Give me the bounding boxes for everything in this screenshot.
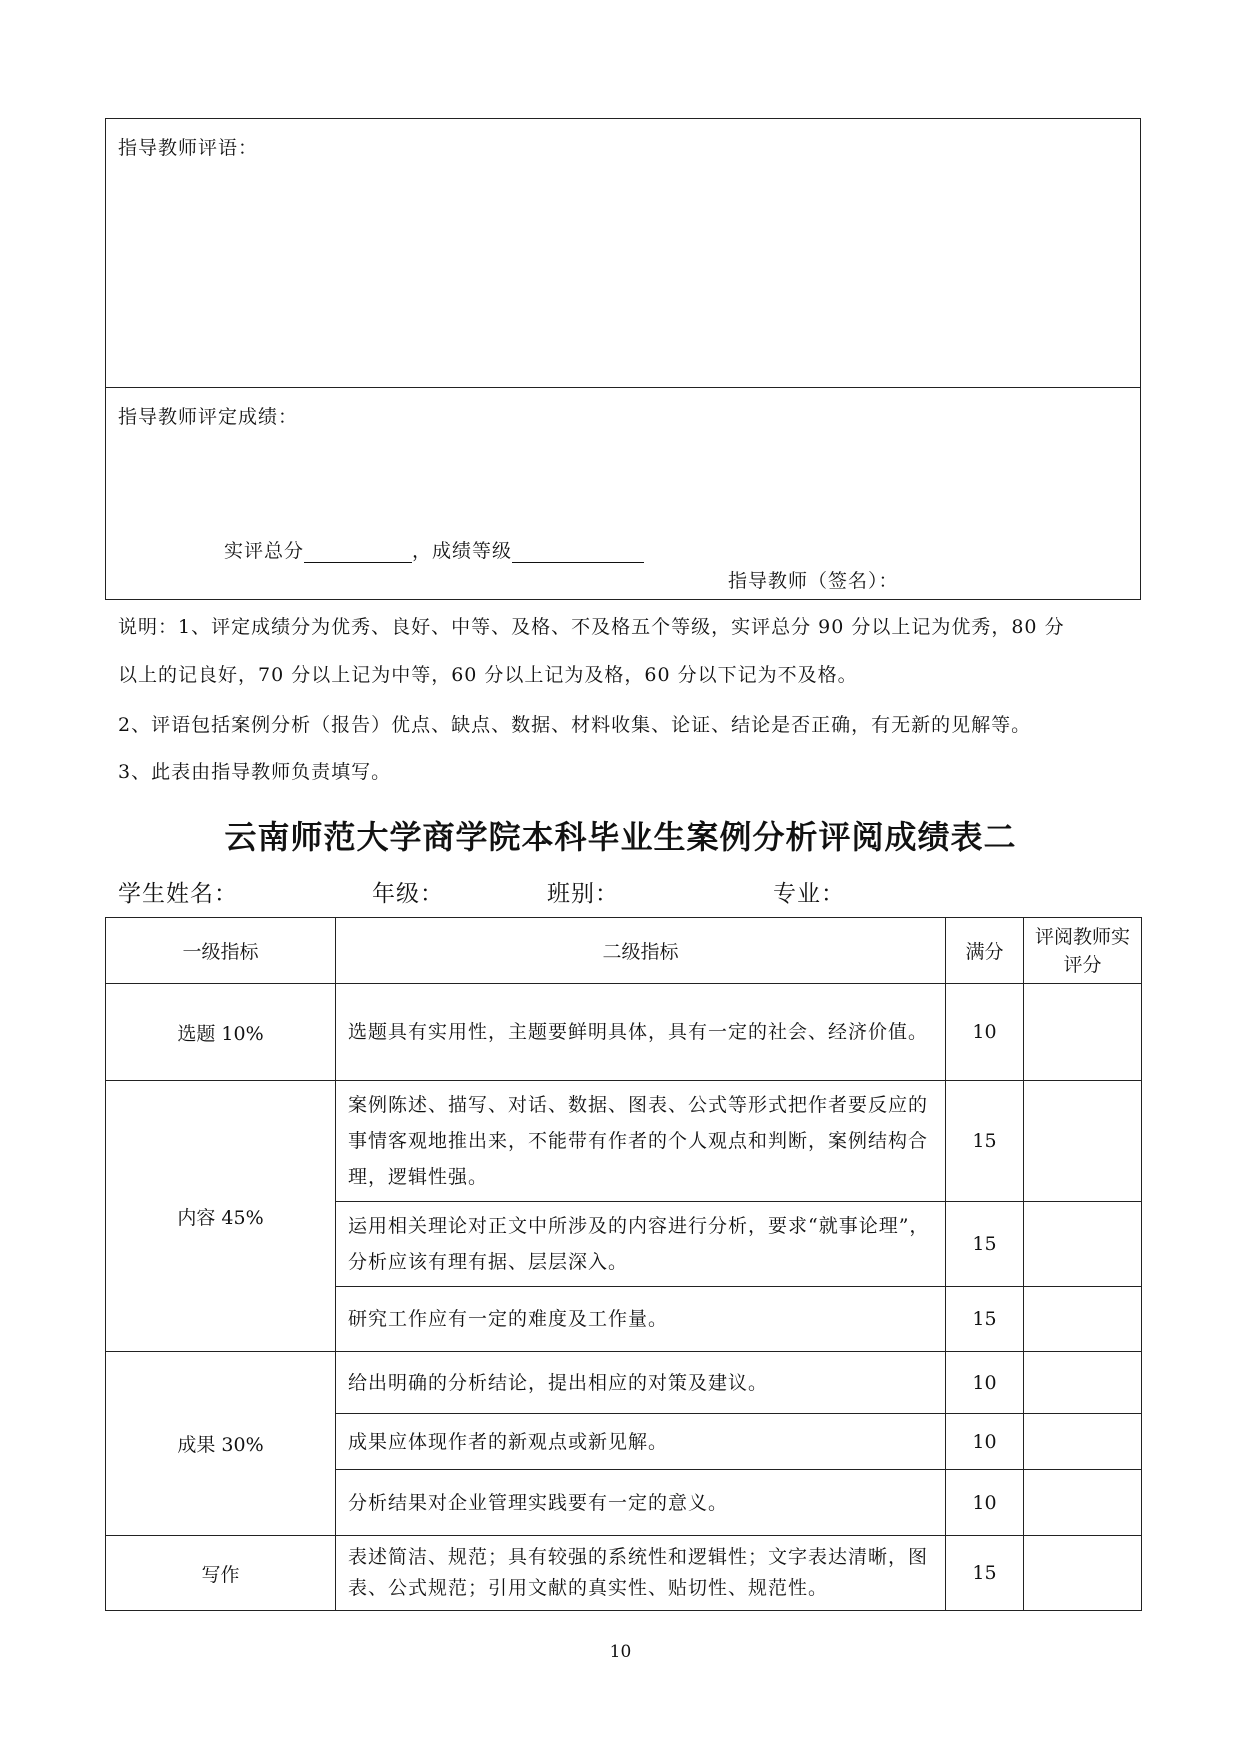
criterion-desc: 成果应体现作者的新观点或新见解。 — [336, 1414, 946, 1470]
total-score-blank[interactable] — [304, 542, 412, 563]
criterion-full-score: 15 — [946, 1536, 1024, 1611]
header-level1: 一级指标 — [106, 918, 336, 984]
criterion-desc: 案例陈述、描写、对话、数据、图表、公式等形式把作者要反应的事情客观地推出来，不能带有作者的个人观点和判断，案例结构合理，逻辑性强。 — [336, 1081, 946, 1202]
criterion-desc: 给出明确的分析结论，提出相应的对策及建议。 — [336, 1352, 946, 1414]
category-content: 内容 45% — [106, 1081, 336, 1352]
criterion-desc: 分析结果对企业管理实践要有一定的意义。 — [336, 1470, 946, 1536]
table-row — [106, 984, 1142, 1081]
criterion-full-score: 15 — [946, 1081, 1024, 1202]
grade-level-blank[interactable] — [512, 542, 644, 563]
table-row — [106, 1536, 1142, 1611]
comment-label: 指导教师评语： — [118, 137, 259, 159]
criterion-desc: 表述简洁、规范；具有较强的系统性和逻辑性；文字表达清晰，图表、公式规范；引用文献的真实性、贴切性、规范性。 — [336, 1536, 946, 1611]
note-line-3: 2、评语包括案例分析（报告）优点、缺点、数据、材料收集、论证、结论是否正确，有无新的见解等。 — [118, 714, 1032, 736]
grade-label: 指导教师评定成绩： — [118, 406, 299, 428]
header-full-score: 满分 — [946, 918, 1024, 984]
table-header-row — [106, 918, 1142, 984]
category-topic: 选题 10% — [106, 984, 336, 1081]
criterion-desc: 研究工作应有一定的难度及工作量。 — [336, 1287, 946, 1352]
comment-box[interactable] — [105, 118, 1141, 388]
grade-level-label: ，成绩等级 — [412, 540, 513, 562]
student-grade-label: 年级： — [372, 881, 444, 907]
actual-score-cell[interactable] — [1024, 1414, 1142, 1470]
criterion-full-score: 10 — [946, 1414, 1024, 1470]
note-line-1: 说明：1、评定成绩分为优秀、良好、中等、及格、不及格五个等级，实评总分 90 分以上记为优秀，80 分 — [118, 616, 1065, 638]
table-title: 云南师范大学商学院本科毕业生案例分析评阅成绩表二 — [224, 818, 1017, 856]
signature-label: 指导教师（签名）： — [728, 570, 899, 592]
total-score-line — [224, 536, 644, 563]
header-actual-score-text: 评阅教师实评分 — [1034, 925, 1130, 976]
criterion-desc: 运用相关理论对正文中所涉及的内容进行分析，要求“就事论理”，分析应该有理有据、层层深入。 — [336, 1202, 946, 1287]
criterion-full-score: 15 — [946, 1287, 1024, 1352]
category-results: 成果 30% — [106, 1352, 336, 1536]
note-line-4: 3、此表由指导教师负责填写。 — [118, 761, 392, 783]
category-writing: 写作 — [106, 1536, 336, 1611]
table-row — [106, 1352, 1142, 1414]
grade-box[interactable] — [105, 386, 1141, 600]
actual-score-cell[interactable] — [1024, 1352, 1142, 1414]
criterion-full-score: 10 — [946, 1470, 1024, 1536]
header-actual-score — [1024, 918, 1142, 984]
criterion-full-score: 10 — [946, 984, 1024, 1081]
student-name-label: 学生姓名： — [118, 881, 238, 907]
grading-table — [105, 917, 1142, 1611]
criterion-desc: 选题具有实用性，主题要鲜明具体，具有一定的社会、经济价值。 — [336, 984, 946, 1081]
table-row — [106, 1081, 1142, 1202]
note-line-2: 以上的记良好，70 分以上记为中等，60 分以上记为及格，60 分以下记为不及格。 — [118, 664, 858, 686]
actual-score-cell[interactable] — [1024, 1536, 1142, 1611]
student-major-label: 专业： — [773, 881, 845, 907]
header-level2: 二级指标 — [336, 918, 946, 984]
actual-score-cell[interactable] — [1024, 984, 1142, 1081]
actual-score-cell[interactable] — [1024, 1470, 1142, 1536]
criterion-full-score: 15 — [946, 1202, 1024, 1287]
criterion-full-score: 10 — [946, 1352, 1024, 1414]
student-class-label: 班别： — [547, 881, 619, 907]
actual-score-cell[interactable] — [1024, 1287, 1142, 1352]
actual-score-cell[interactable] — [1024, 1081, 1142, 1202]
total-score-label: 实评总分 — [224, 540, 305, 562]
page-number: 10 — [609, 1642, 632, 1662]
actual-score-cell[interactable] — [1024, 1202, 1142, 1287]
